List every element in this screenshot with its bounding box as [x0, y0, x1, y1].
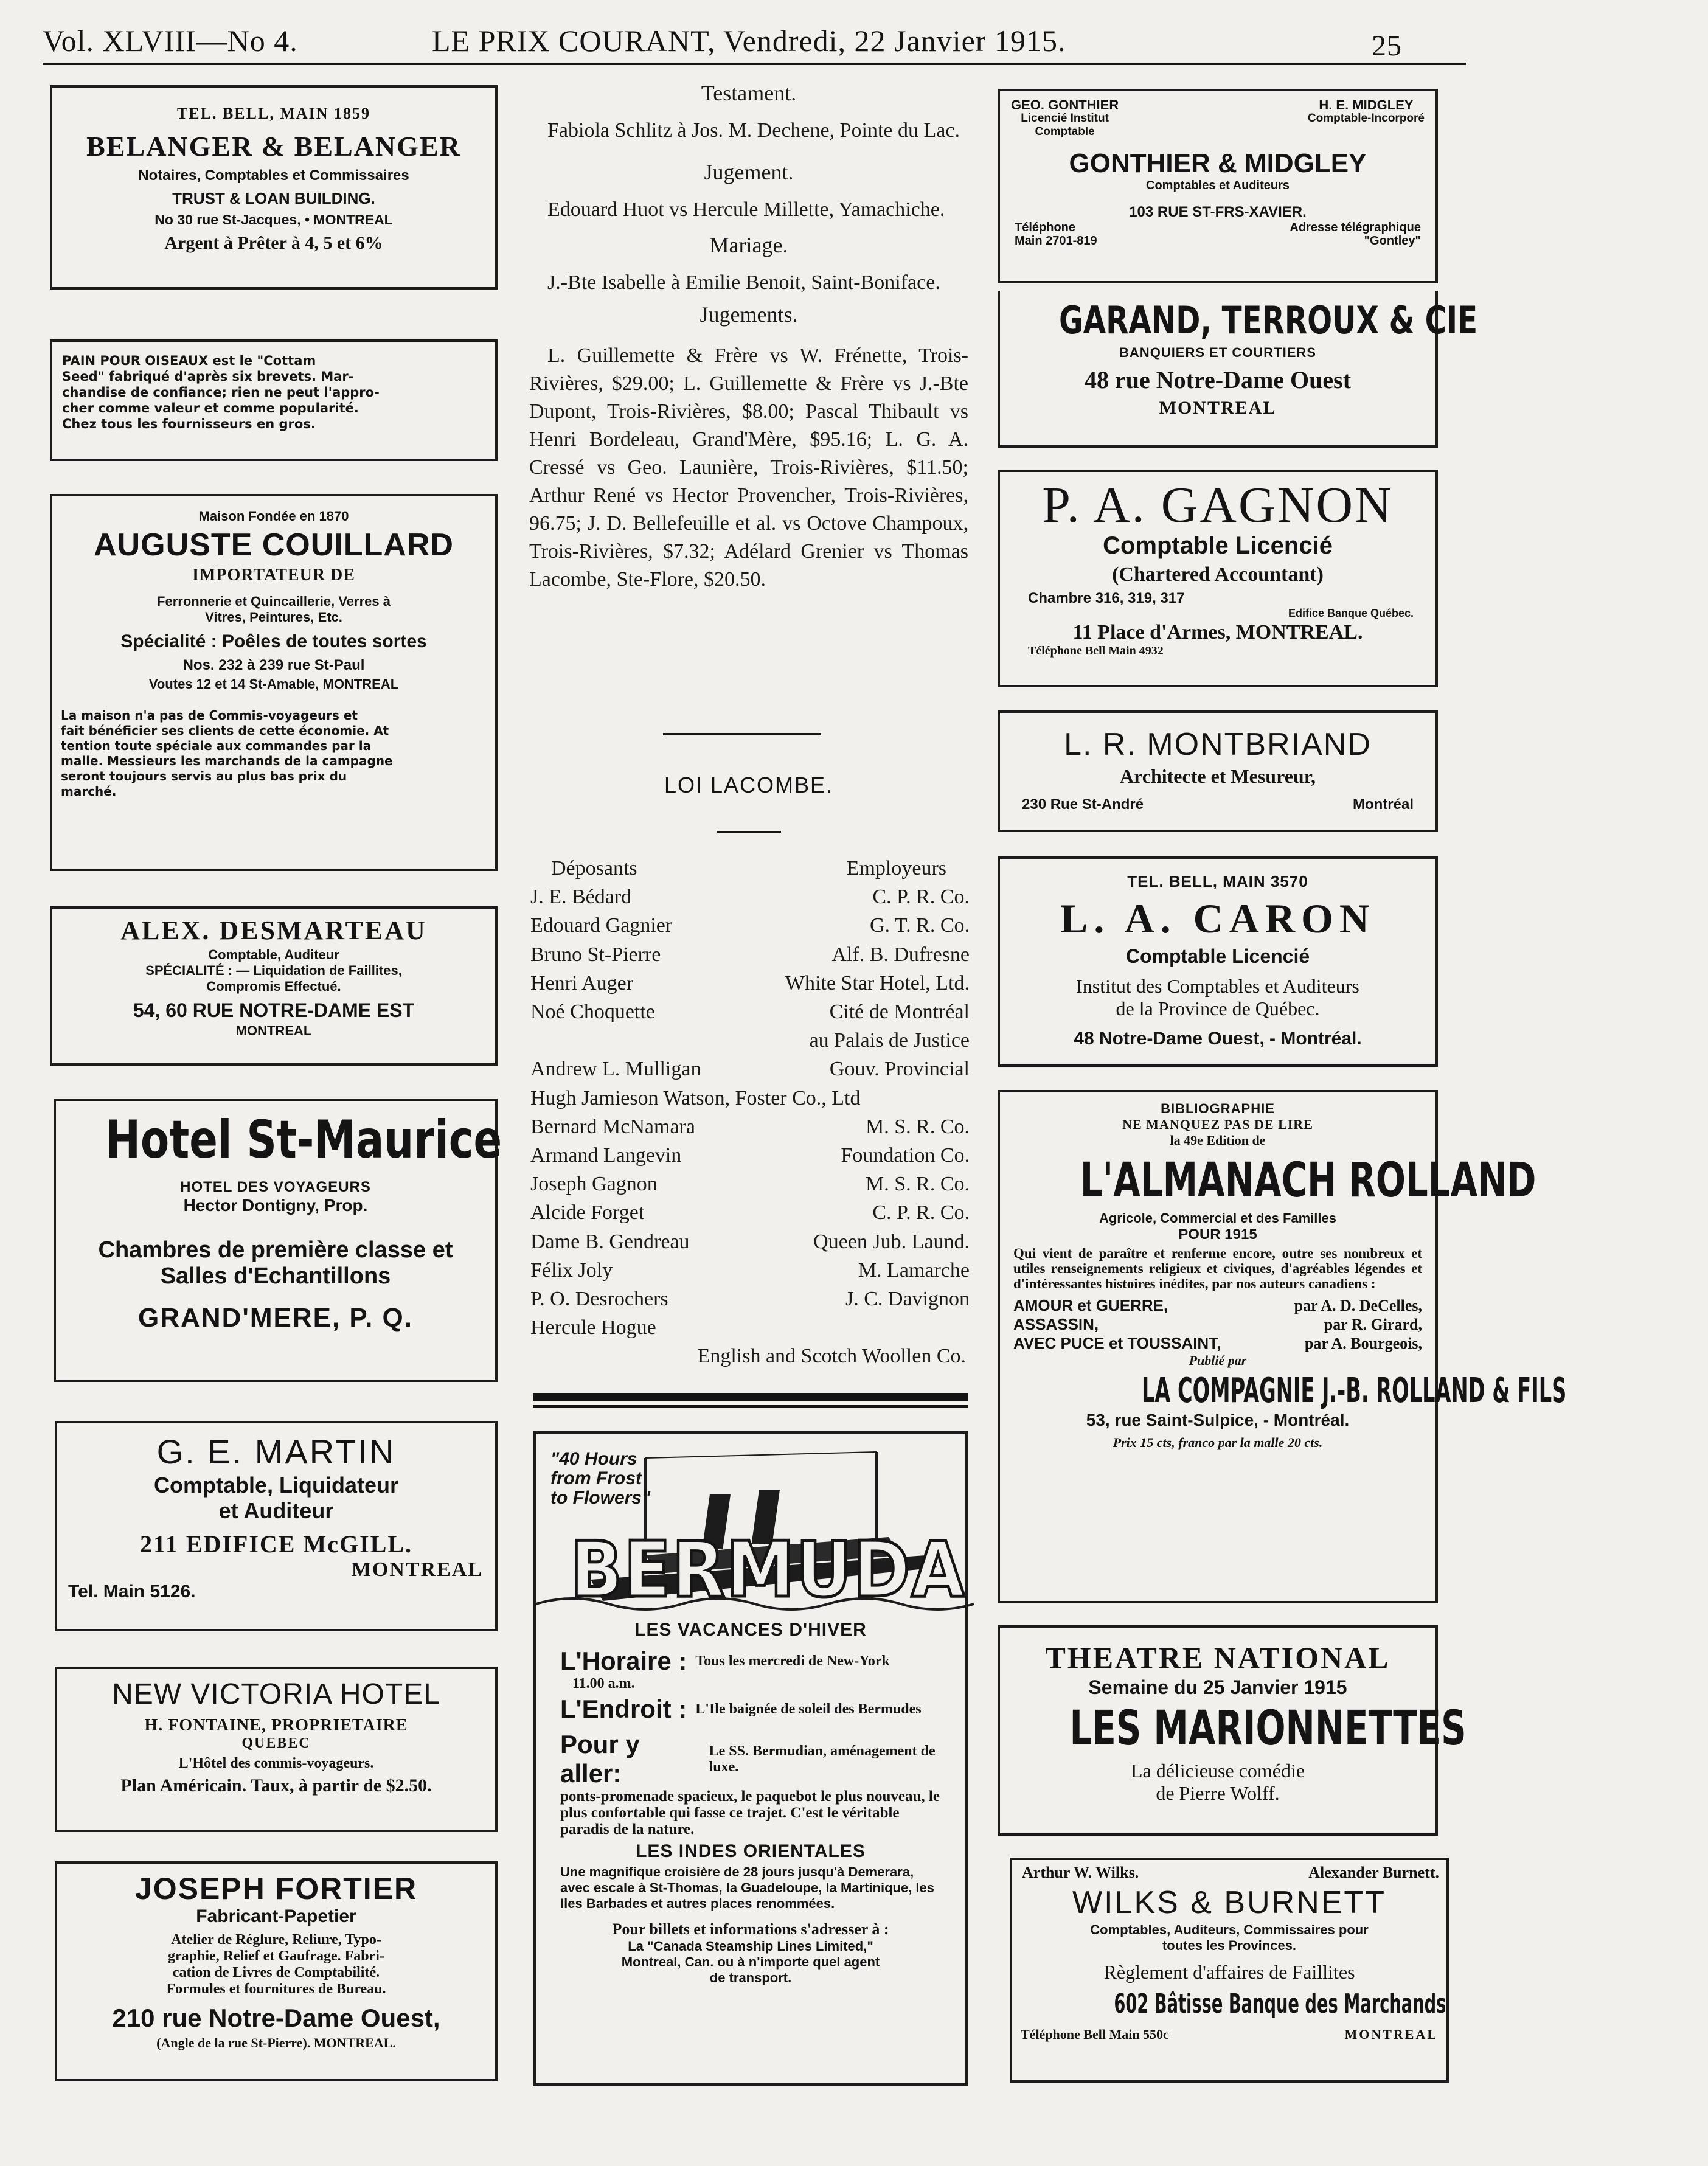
theatre-title: LES MARIONNETTES — [1069, 1701, 1467, 1756]
stmaurice-rooms-2: Salles d'Echantillons — [160, 1263, 391, 1289]
employeur-cell: M. S. R. Co. — [866, 1173, 970, 1196]
martin-role-2: et Auditeur — [218, 1498, 334, 1523]
stmaurice-city: GRAND'MERE, P. Q. — [138, 1303, 413, 1333]
deposant-cell: Henri Auger — [530, 971, 634, 994]
testament-heading: Testament. — [701, 81, 797, 105]
almanach-ne: NE MANQUEZ PAS DE LIRE — [1122, 1117, 1313, 1132]
ad-pain-oiseaux — [50, 339, 498, 461]
ad-bermuda — [533, 1431, 968, 2086]
almanach-work-3-author: par A. Bourgeois, — [1304, 1335, 1422, 1352]
gonthier-name-1: GEO. GONTHIER — [1011, 97, 1119, 113]
employeur-cell: Gouv. Provincial — [829, 1058, 970, 1081]
legal-notices — [529, 79, 968, 594]
wilks-name-1: Arthur W. Wilks. — [1022, 1864, 1139, 1881]
bermuda-name: BERMUDA — [570, 1525, 966, 1614]
montbriand-role: Architecte et Mesureur, — [1120, 765, 1316, 787]
couillard-note-3: tention toute spéciale aux commandes par la — [61, 738, 372, 753]
table-row — [530, 1227, 970, 1256]
ad-victoria-hotel — [55, 1667, 498, 1832]
almanach-publie: Publié par — [1189, 1353, 1247, 1368]
gagnon-chambre: Chambre 316, 319, 317 — [1028, 590, 1185, 606]
bermuda-company: La "Canada Steamship Lines Limited," — [628, 1939, 873, 1954]
deposant-cell: Hugh Jamieson Watson, Foster Co., Ltd — [530, 1086, 861, 1109]
martin-address: 211 EDIFICE McGILL. — [139, 1530, 413, 1558]
belanger-address: No 30 rue St-Jacques, • MONTREAL — [154, 212, 393, 227]
almanach-publisher-wrap — [1000, 1371, 1567, 1411]
loi-lacombe-table — [530, 854, 970, 1371]
couillard-note-4: malle. Messieurs les marchands de la campagne — [61, 754, 393, 768]
theatre-name: THEATRE NATIONAL — [1045, 1640, 1390, 1675]
stmaurice-owner: Hector Dontigny, Prop. — [183, 1196, 368, 1215]
employeur-cell: M. S. R. Co. — [866, 1115, 970, 1138]
fortier-line-4: Formules et fournitures de Bureau. — [166, 1981, 386, 1997]
ad-garand-terroux — [998, 291, 1478, 448]
deposant-cell: J. E. Bédard — [530, 886, 632, 909]
gonthier-telegraph — [1290, 221, 1421, 248]
almanach-price: Prix 15 cts, franco par la malle 20 cts. — [1113, 1435, 1323, 1450]
testament-text: Fabiola Schlitz à Jos. M. Dechene, Pointe du Lac. — [547, 119, 960, 142]
employeur-cell: G. T. R. Co. — [869, 914, 970, 937]
table-row — [530, 1055, 970, 1083]
almanach-desc: Qui vient de paraître et renferme encore, outre ses nombreux et utiles renseignements religieux et civiques, d'agréables légendes et d'intéressantes histoires inédites, par nos auteurs canadiens : — [1013, 1246, 1422, 1291]
ad-hotel-st-maurice — [54, 1099, 502, 1382]
gonthier-telegraph-label: Adresse télégraphique — [1290, 221, 1421, 234]
caron-name: L. A. CARON — [1060, 895, 1376, 942]
couillard-address-2: Voutes 12 et 14 St-Amable, MONTREAL — [148, 676, 399, 692]
ad-gagnon — [998, 470, 1438, 687]
desmarteau-name: ALEX. DESMARTEAU — [120, 915, 427, 945]
bermuda-aller — [560, 1730, 956, 1788]
table-row — [530, 1256, 970, 1285]
montbriand-address: 230 Rue St-André — [1022, 796, 1144, 813]
table-row — [530, 1342, 970, 1370]
bermuda-company-2: Montreal, Can. ou à n'importe quel agent — [621, 1954, 880, 1970]
couillard-note-6: marché. — [61, 784, 117, 799]
desmarteau-address: 54, 60 RUE NOTRE-DAME EST — [133, 999, 415, 1021]
ad-almanach-rolland — [998, 1090, 1567, 1603]
garand-name-wrap — [1000, 298, 1478, 342]
ad-wilks-burnett — [1010, 1858, 1449, 2083]
almanach-work-3-title: AVEC PUCE et TOUSSAINT, — [1013, 1334, 1221, 1352]
bermuda-aller-text: Le SS. Bermudian, aménagement de luxe. — [709, 1743, 936, 1775]
section-divider — [663, 733, 821, 735]
bermuda-top-rule — [533, 1393, 968, 1401]
couillard-goods-1: Ferronnerie et Quincaillerie, Verres à — [157, 594, 391, 609]
fortier-line-1: Atelier de Réglure, Reliure, Typo- — [171, 1932, 381, 1948]
table-row — [530, 1084, 970, 1113]
employeur-cell: Queen Jub. Laund. — [813, 1230, 970, 1253]
fortier-line-3: cation de Livres de Comptabilité. — [172, 1965, 380, 1980]
almanach-work-1 — [1013, 1296, 1422, 1315]
header-rule — [43, 63, 1466, 65]
almanach-publisher: LA COMPAGNIE J.-B. ROLLAND & FILS — [1141, 1371, 1567, 1411]
bermuda-top-rule-2 — [533, 1405, 968, 1408]
bermuda-billets: Pour billets et informations s'adresser à : — [612, 1920, 889, 1938]
ad-fortier — [55, 1861, 498, 2081]
employeur-cell: M. Lamarche — [858, 1258, 970, 1282]
table-row — [530, 940, 970, 969]
gonthier-address: 103 RUE ST-FRS-XAVIER. — [1129, 204, 1307, 220]
pain-line-4: cher comme valeur et comme popularité. — [62, 401, 359, 415]
gagnon-edifice: Edifice Banque Québec. — [1288, 607, 1414, 619]
almanach-works — [1013, 1296, 1422, 1353]
table-header — [530, 854, 970, 883]
almanach-address: 53, rue Saint-Sulpice, - Montréal. — [1086, 1411, 1350, 1429]
almanach-work-3 — [1013, 1334, 1422, 1353]
fortier-address: 210 rue Notre-Dame Ouest, — [112, 2004, 440, 2032]
deposant-cell: Andrew L. Mulligan — [530, 1058, 701, 1081]
wilks-address: 602 Bâtisse Banque des Marchands — [1114, 1988, 1446, 2019]
gonthier-contact — [1015, 221, 1421, 248]
gagnon-chartered: (Chartered Accountant) — [1112, 563, 1324, 586]
bermuda-vacances: LES VACANCES D'HIVER — [634, 1620, 867, 1640]
wilks-name-2: Alexander Burnett. — [1308, 1864, 1439, 1881]
desmarteau-spec-2: Compromis Effectué. — [206, 979, 341, 994]
employeur-cell: C. P. R. Co. — [872, 1201, 970, 1224]
belanger-loan: Argent à Prêter à 4, 5 et 6% — [164, 233, 383, 253]
almanach-work-2-title: ASSASSIN, — [1013, 1315, 1099, 1333]
pain-line-5: Chez tous les fournisseurs en gros. — [62, 417, 316, 431]
theatre-week: Semaine du 25 Janvier 1915 — [1088, 1676, 1347, 1698]
belanger-building: TRUST & LOAN BUILDING. — [172, 189, 375, 207]
mariage-text: J.-Bte Isabelle à Emilie Benoit, Saint-Boniface. — [547, 271, 940, 294]
wilks-contact — [1021, 2027, 1438, 2043]
table-row — [530, 1313, 970, 1342]
employeur-cell: Cité de Montréal — [829, 1001, 970, 1024]
table-row — [530, 1113, 970, 1141]
couillard-role: IMPORTATEUR DE — [192, 566, 355, 585]
table-row — [530, 1026, 970, 1055]
couillard-note-5: seront toujours servis au plus bas prix du — [61, 769, 347, 783]
gonthier-role-1b: Comptable — [1035, 125, 1095, 138]
theatre-title-wrap — [1000, 1701, 1467, 1756]
almanach-biblio: BIBLIOGRAPHIE — [1161, 1101, 1275, 1116]
deposant-cell: Dame B. Gendreau — [530, 1230, 690, 1253]
desmarteau-role: Comptable, Auditeur — [208, 947, 339, 962]
col-employeurs: Employeurs — [846, 857, 946, 880]
deposant-cell: Bernard McNamara — [530, 1115, 695, 1138]
garand-city: MONTREAL — [1159, 398, 1277, 418]
couillard-address-1: Nos. 232 à 239 rue St-Paul — [182, 657, 365, 673]
bermuda-name-wrap — [548, 1525, 966, 1614]
employeur-cell: Alf. B. Dufresne — [831, 943, 970, 966]
employeur-cell: C. P. R. Co. — [872, 886, 970, 909]
almanach-work-2-author: par R. Girard, — [1324, 1316, 1422, 1333]
deposant-cell: Hercule Hogue — [530, 1316, 656, 1339]
martin-role-1: Comptable, Liquidateur — [153, 1473, 398, 1498]
table-row — [530, 883, 970, 911]
almanach-name-wrap — [1000, 1153, 1536, 1208]
bermuda-tagline-2: from Frost — [550, 1468, 642, 1488]
gagnon-name: P. A. GAGNON — [1042, 477, 1394, 533]
gonthier-tel — [1015, 221, 1097, 248]
ad-gonthier-midgley — [998, 89, 1438, 283]
gagnon-role: Comptable Licencié — [1103, 532, 1333, 559]
almanach-work-2 — [1013, 1315, 1422, 1334]
ad-couillard — [50, 494, 498, 871]
ad-martin — [55, 1421, 498, 1631]
gonthier-sub: Comptables et Auditeurs — [1146, 179, 1290, 192]
gonthier-firm: GONTHIER & MIDGLEY — [1069, 148, 1367, 178]
fortier-role: Fabricant-Papetier — [196, 1906, 356, 1926]
deposant-cell: Félix Joly — [530, 1258, 613, 1282]
couillard-speciality: Spécialité : Poêles de toutes sortes — [120, 631, 427, 651]
couillard-note-1: La maison n'a pas de Commis-voyageurs et — [61, 708, 358, 723]
belanger-tel: TEL. BELL, MAIN 1859 — [176, 105, 371, 122]
desmarteau-city: MONTREAL — [235, 1023, 312, 1038]
employeur-cell: Foundation Co. — [841, 1144, 970, 1167]
bermuda-tagline — [550, 1449, 650, 1508]
montbriand-name: L. R. MONTBRIAND — [1064, 727, 1372, 762]
couillard-name: AUGUSTE COUILLARD — [94, 527, 454, 563]
bermuda-indes-text: Une magnifique croisière de 28 jours jusqu'à Demerara, avec escale à St-Thomas, la Guadeloupe, la Martinique, les Iles Barbades et autres places renommées. — [560, 1864, 935, 1911]
gonthier-partner-1 — [1011, 99, 1119, 139]
ad-caron — [998, 856, 1438, 1067]
montbriand-city: Montréal — [1352, 796, 1414, 813]
ad-desmarteau — [50, 906, 498, 1066]
desmarteau-spec-1: SPÉCIALITÉ : — Liquidation de Faillites, — [145, 963, 402, 978]
deposant-cell: P. O. Desrochers — [530, 1288, 668, 1311]
theatre-desc-1: La délicieuse comédie — [1130, 1760, 1305, 1782]
bermuda-horaire-text: Tous les mercredi de New-York — [695, 1653, 890, 1669]
pain-line-1: PAIN POUR OISEAUX est le "Cottam — [62, 353, 316, 368]
caron-inst-1: Institut des Comptables et Auditeurs — [1076, 975, 1359, 997]
jugements-heading: Jugements. — [700, 302, 798, 327]
ad-theatre-national — [998, 1625, 1467, 1836]
couillard-goods-2: Vitres, Peintures, Etc. — [205, 609, 342, 625]
bermuda-horaire-time: 11.00 a.m. — [572, 1676, 635, 1692]
belanger-sub: Notaires, Comptables et Commissaires — [138, 167, 409, 184]
gonthier-tel-number: Main 2701-819 — [1015, 234, 1097, 248]
deposant-cell: Noé Choquette — [530, 1001, 655, 1024]
ad-belanger — [50, 85, 498, 290]
wilks-city: MONTREAL — [1344, 2027, 1438, 2042]
bermuda-horaire — [560, 1647, 956, 1676]
bermuda-endroit — [560, 1695, 956, 1724]
page-number: 25 — [1372, 30, 1402, 62]
bermuda-indes: LES INDES ORIENTALES — [636, 1841, 866, 1861]
stmaurice-name: Hotel St-Maurice — [105, 1109, 502, 1170]
wilks-sub-1: Comptables, Auditeurs, Commissaires pour — [1090, 1922, 1369, 1937]
wilks-partners — [1022, 1864, 1439, 1882]
pain-line-3: chandise de confiance; rien ne peut l'appro- — [62, 385, 380, 400]
table-body — [530, 883, 970, 1370]
bermuda-tagline-1: "40 Hours — [550, 1449, 637, 1469]
employeur-cell: White Star Hotel, Ltd. — [785, 971, 970, 994]
ad-montbriand — [998, 710, 1438, 832]
victoria-name: NEW VICTORIA HOTEL — [112, 1678, 440, 1710]
deposant-cell: Edouard Gagnier — [530, 914, 673, 937]
belanger-name: BELANGER & BELANGER — [86, 131, 461, 162]
martin-name: G. E. MARTIN — [156, 1432, 396, 1471]
table-row — [530, 911, 970, 940]
deposant-cell: Armand Langevin — [530, 1144, 682, 1167]
wilks-tel: Téléphone Bell Main 550c — [1021, 2027, 1169, 2042]
garand-address: 48 rue Notre-Dame Ouest — [1084, 366, 1352, 394]
martin-city: MONTREAL — [351, 1558, 483, 1581]
victoria-rate: Plan Américain. Taux, à partir de $2.50. — [120, 1775, 432, 1796]
gagnon-tel: Téléphone Bell Main 4932 — [1028, 644, 1164, 658]
short-divider — [717, 831, 781, 833]
victoria-sub: L'Hôtel des commis-voyageurs. — [178, 1755, 374, 1771]
wilks-reg: Règlement d'affaires de Faillites — [1103, 1961, 1355, 1983]
garand-name: GARAND, TERROUX & CIE — [1059, 298, 1478, 342]
table-row — [530, 998, 970, 1026]
gonthier-role-1a: Licencié Institut — [1021, 112, 1109, 125]
gonthier-telegraph-name: "Gontley" — [1364, 234, 1421, 248]
bermuda-aller-more: ponts-promenade spacieux, le paquebot le plus nouveau, le plus confortable qui fasse ce trajet. C'est le véritable paradis de la nature. — [560, 1788, 940, 1838]
stmaurice-name-wrap — [56, 1109, 502, 1170]
almanach-work-1-title: AMOUR et GUERRE, — [1013, 1296, 1168, 1314]
gonthier-partners — [1011, 99, 1425, 139]
volume-number: Vol. XLVIII—No 4. — [43, 24, 298, 58]
deposant-cell: Alcide Forget — [530, 1201, 645, 1224]
couillard-note-2: fait bénéficier ses clients de cette économie. At — [61, 723, 389, 738]
table-row — [530, 1170, 970, 1198]
almanach-name: L'ALMANACH ROLLAND — [1080, 1153, 1536, 1208]
caron-tel: TEL. BELL, MAIN 3570 — [1127, 872, 1308, 890]
fortier-name: JOSEPH FORTIER — [134, 1872, 418, 1906]
montbriand-address-row — [1022, 796, 1414, 813]
bermuda-company-3: de transport. — [709, 1970, 792, 1985]
wilks-sub-2: toutes les Provinces. — [1162, 1938, 1297, 1953]
gonthier-role-2: Comptable-Incorporé — [1307, 112, 1425, 125]
stmaurice-sub: HOTEL DES VOYAGEURS — [180, 1179, 371, 1195]
garand-sub: BANQUIERS ET COURTIERS — [1119, 345, 1316, 360]
bermuda-endroit-label: L'Endroit : — [560, 1695, 687, 1723]
gonthier-tel-label: Téléphone — [1015, 221, 1076, 234]
employeur-cell: J. C. Davignon — [845, 1288, 970, 1311]
table-row — [530, 969, 970, 998]
gonthier-name-2: H. E. MIDGLEY — [1319, 97, 1414, 113]
martin-tel: Tel. Main 5126. — [68, 1581, 196, 1602]
fortier-line-2: graphie, Relief et Gaufrage. Fabri- — [168, 1948, 384, 1964]
wilks-firm: WILKS & BURNETT — [1072, 1885, 1386, 1920]
mariage-heading: Mariage. — [709, 233, 788, 257]
bermuda-horaire-label: L'Horaire : — [560, 1647, 687, 1675]
almanach-sub: Agricole, Commercial et des Familles — [1099, 1210, 1337, 1226]
bermuda-aller-label: Pour y aller: — [560, 1730, 640, 1788]
table-row — [530, 1285, 970, 1313]
jugements-text: L. Guillemette & Frère vs W. Frénette, Trois-Rivières, $29.00; L. Guillemette & Frère vs J.-Bte Dupont, Trois-Rivières, $8.00; Pascal Thibault vs Henri Bordeleau, Grand'Mère, $95.16; L. G. A. Cressé vs Geo. Launière, Trois-Rivières, $11.50; Arthur René vs Hector Provencher, Trois-Rivières, 96.75; J. D. Bellefeuille et al. vs Octove Champoux, Trois-Rivières, $7.32; Adélard Grenier vs Thomas Lacombe, Ste-Flore, $20.50. — [529, 344, 968, 591]
bermuda-tagline-3: to Flowers" — [550, 1488, 651, 1508]
victoria-owner: H. FONTAINE, PROPRIETAIRE — [144, 1716, 408, 1735]
stmaurice-rooms-1: Chambres de première classe et — [98, 1237, 453, 1263]
gagnon-address: 11 Place d'Armes, MONTREAL. — [1072, 621, 1363, 644]
couillard-founded: Maison Fondée en 1870 — [198, 509, 349, 524]
theatre-desc-2: de Pierre Wolff. — [1156, 1782, 1280, 1804]
jugement-text: Edouard Huot vs Hercule Millette, Yamachiche. — [547, 198, 945, 221]
jugement-heading: Jugement. — [704, 160, 794, 184]
loi-lacombe-heading: LOI LACOMBE. — [664, 772, 834, 797]
deposant-cell: Joseph Gagnon — [530, 1173, 658, 1196]
table-row — [530, 1198, 970, 1227]
employeur-cell: English and Scotch Woollen Co. — [697, 1345, 966, 1368]
employeur-cell: au Palais de Justice — [809, 1029, 970, 1052]
wilks-address-wrap — [1012, 1988, 1446, 2019]
couillard-note — [61, 708, 489, 799]
bermuda-endroit-text: L'Ile baignée de soleil des Bermudes — [695, 1701, 922, 1717]
col-deposants: Déposants — [551, 857, 637, 880]
victoria-city: QUEBEC — [241, 1735, 311, 1751]
caron-role: Comptable Licencié — [1125, 945, 1310, 967]
caron-inst-2: de la Province de Québec. — [1116, 998, 1320, 1019]
page-title: LE PRIX COURANT, Vendredi, 22 Janvier 1915. — [432, 24, 1066, 58]
almanach-work-1-author: par A. D. DeCelles, — [1294, 1297, 1422, 1314]
gonthier-partner-2 — [1308, 99, 1425, 139]
fortier-corner: (Angle de la rue St-Pierre). MONTREAL. — [156, 2035, 396, 2050]
almanach-year: POUR 1915 — [1178, 1226, 1257, 1243]
deposant-cell: Bruno St-Pierre — [530, 943, 661, 966]
pain-line-2: Seed" fabriqué d'après six brevets. Mar- — [62, 369, 354, 384]
almanach-edition: la 49e Edition de — [1170, 1133, 1266, 1148]
table-row — [530, 1141, 970, 1170]
caron-address: 48 Notre-Dame Ouest, - Montréal. — [1074, 1029, 1362, 1049]
